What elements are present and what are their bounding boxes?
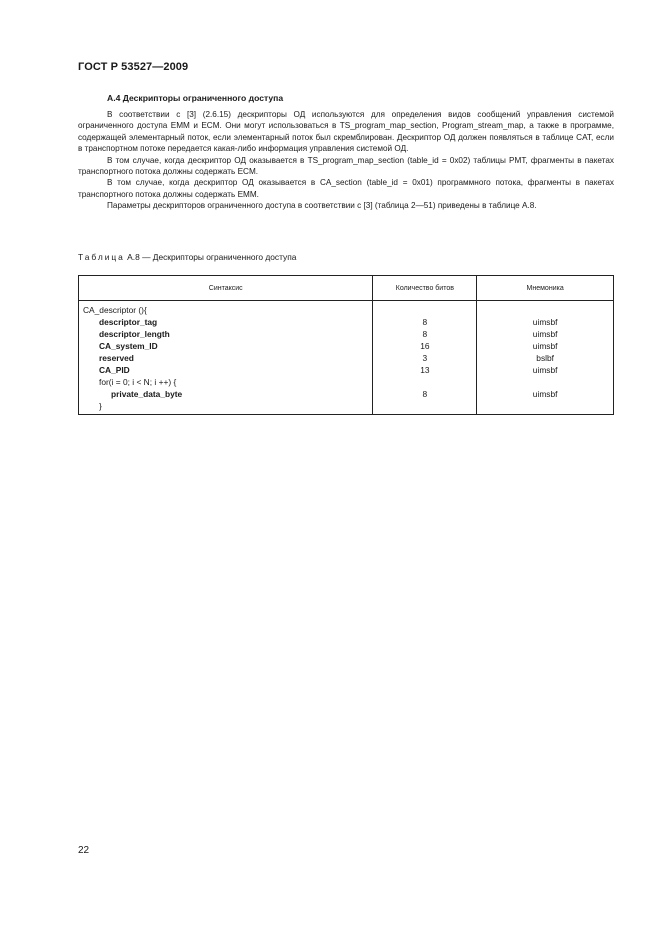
table-row <box>79 301 614 317</box>
paragraph: Параметры дескрипторов ограниченного доступа в соответствии с [3] (таблица 2—51) приведены в таблице А.8. <box>107 201 537 211</box>
table-row <box>79 328 614 340</box>
syntax-cell: CA_descriptor (){ <box>83 305 147 315</box>
table-row <box>79 388 614 400</box>
table-header-row <box>79 276 614 301</box>
mnemonic-cell: uimsbf <box>477 328 614 340</box>
bits-cell: 16 <box>373 340 477 352</box>
section-body <box>78 109 614 212</box>
mnemonic-cell: uimsbf <box>477 340 614 352</box>
mnemonic-cell <box>477 301 614 317</box>
mnemonic-cell: uimsbf <box>477 388 614 400</box>
mnemonic-cell: bslbf <box>477 352 614 364</box>
syntax-cell: CA_system_ID <box>99 341 158 351</box>
table-caption-word: Таблица <box>78 252 125 262</box>
bits-cell: 8 <box>373 388 477 400</box>
bits-cell: 8 <box>373 328 477 340</box>
paragraph: В том случае, когда дескриптор ОД оказывается в TS_program_map_section (table_id = 0x02) таблицы PMT, фрагменты в пакетах транспортного потока должны содержать ECM. <box>78 155 614 177</box>
syntax-cell: descriptor_length <box>99 329 170 339</box>
bits-cell <box>373 376 477 388</box>
syntax-cell: reserved <box>99 353 134 363</box>
table-row <box>79 316 614 328</box>
section-title: А.4 Дескрипторы ограниченного доступа <box>107 93 284 103</box>
bits-cell: 3 <box>373 352 477 364</box>
table-caption-text: А.8 — Дескрипторы ограниченного доступа <box>124 252 297 262</box>
header-syntax: Синтаксис <box>79 276 373 301</box>
header-mnemonic: Мнемоника <box>477 276 614 301</box>
mnemonic-cell <box>477 376 614 388</box>
paragraph: В соответствии с [3] (2.6.15) дескрипторы ОД используются для определения видов сообщений управления системой ограниченного доступа EMM и ECM. Они могут использоваться в TS_program_map_section, Program_stream_map, а также в программе, содержащей элементарный поток, если элементарный поток был скремблирован. Дескриптор ОД должен появляться в таблице CAT, если в транспортном потоке передается какая-либо информация управления системой ОД. <box>78 110 614 154</box>
mnemonic-cell: uimsbf <box>477 364 614 376</box>
syntax-cell: } <box>99 401 102 411</box>
syntax-cell: descriptor_tag <box>99 317 158 327</box>
bits-cell <box>373 301 477 317</box>
page-number: 22 <box>78 845 90 856</box>
syntax-cell: for(i = 0; i < N; i ++) { <box>99 377 177 387</box>
table-row <box>79 364 614 376</box>
paragraph: В том случае, когда дескриптор ОД оказывается в CA_section (table_id = 0x01) программного потока, фрагменты в пакетах транспортного потока должны содержать EMM. <box>78 178 614 199</box>
mnemonic-cell: uimsbf <box>477 316 614 328</box>
table-caption <box>78 252 296 262</box>
syntax-cell: private_data_byte <box>111 389 183 399</box>
mnemonic-cell <box>477 400 614 415</box>
bits-cell <box>373 400 477 415</box>
table-row <box>79 352 614 364</box>
table-row <box>79 340 614 352</box>
syntax-cell: CA_PID <box>99 365 130 375</box>
bits-cell: 8 <box>373 316 477 328</box>
header-bits: Количество битов <box>373 276 477 301</box>
bits-cell: 13 <box>373 364 477 376</box>
table-row <box>79 400 614 415</box>
standard-header: ГОСТ Р 53527—2009 <box>78 61 189 73</box>
table-row <box>79 376 614 388</box>
descriptor-table <box>78 275 614 415</box>
